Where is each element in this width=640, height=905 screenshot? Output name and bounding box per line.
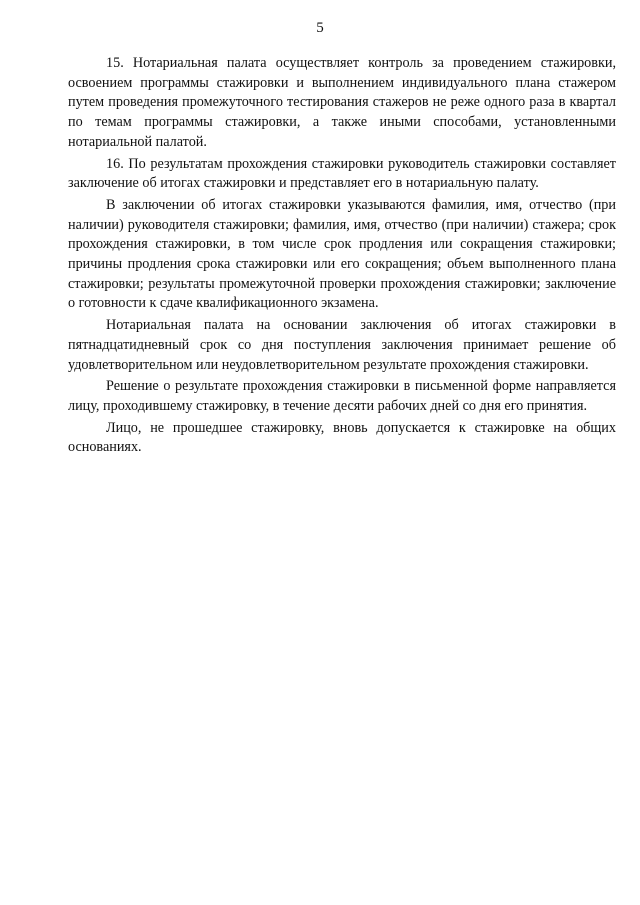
paragraph-decision-delivery: Решение о результате прохождения стажировки в письменной форме направляется лицу, проходившему стажировку, в течение десяти рабочих дней со дня его принятия. [68, 378, 616, 414]
page-number: 5 [316, 20, 324, 36]
paragraph-16-internship-conclusion: 16. По результатам прохождения стажировки руководитель стажировки составляет заключение об итогах стажировки и представляет его в нотариальную палату. [68, 155, 616, 192]
paragraph-chamber-decision: Нотариальная палата на основании заключения об итогах стажировки в пятнадцатидневный срок со дня поступления заключения принимает решение об удовлетворительном или неудовлетворительном результате прохождения стажировки. [68, 317, 616, 373]
document-body [68, 54, 616, 460]
paragraph-conclusion-contents: В заключении об итогах стажировки указываются фамилия, имя, отчество (при наличии) руководителя стажировки; фамилия, имя, отчество (при наличии) стажера; срок прохождения стажировки, в том числе срок продления или сокращения стажировки; причины продления срока стажировки или его сокращения; объем выполненного плана стажировки; результаты промежуточной проверки прохождения стажировки; заключение о готовности к сдаче квалификационного экзамена. [68, 196, 616, 312]
paragraph-15-internship-control: 15. Нотариальная палата осуществляет контроль за проведением стажировки, освоением программы стажировки и выполнением индивидуального плана стажером путем проведения промежуточного тестирования стажеров не реже одного раза в квартал по темам программы стажировки, а также иными способами, установленными нотариальной палатой. [68, 55, 616, 150]
paragraph-readmission: Лицо, не прошедшее стажировку, вновь допускается к стажировке на общих основаниях. [68, 419, 616, 456]
